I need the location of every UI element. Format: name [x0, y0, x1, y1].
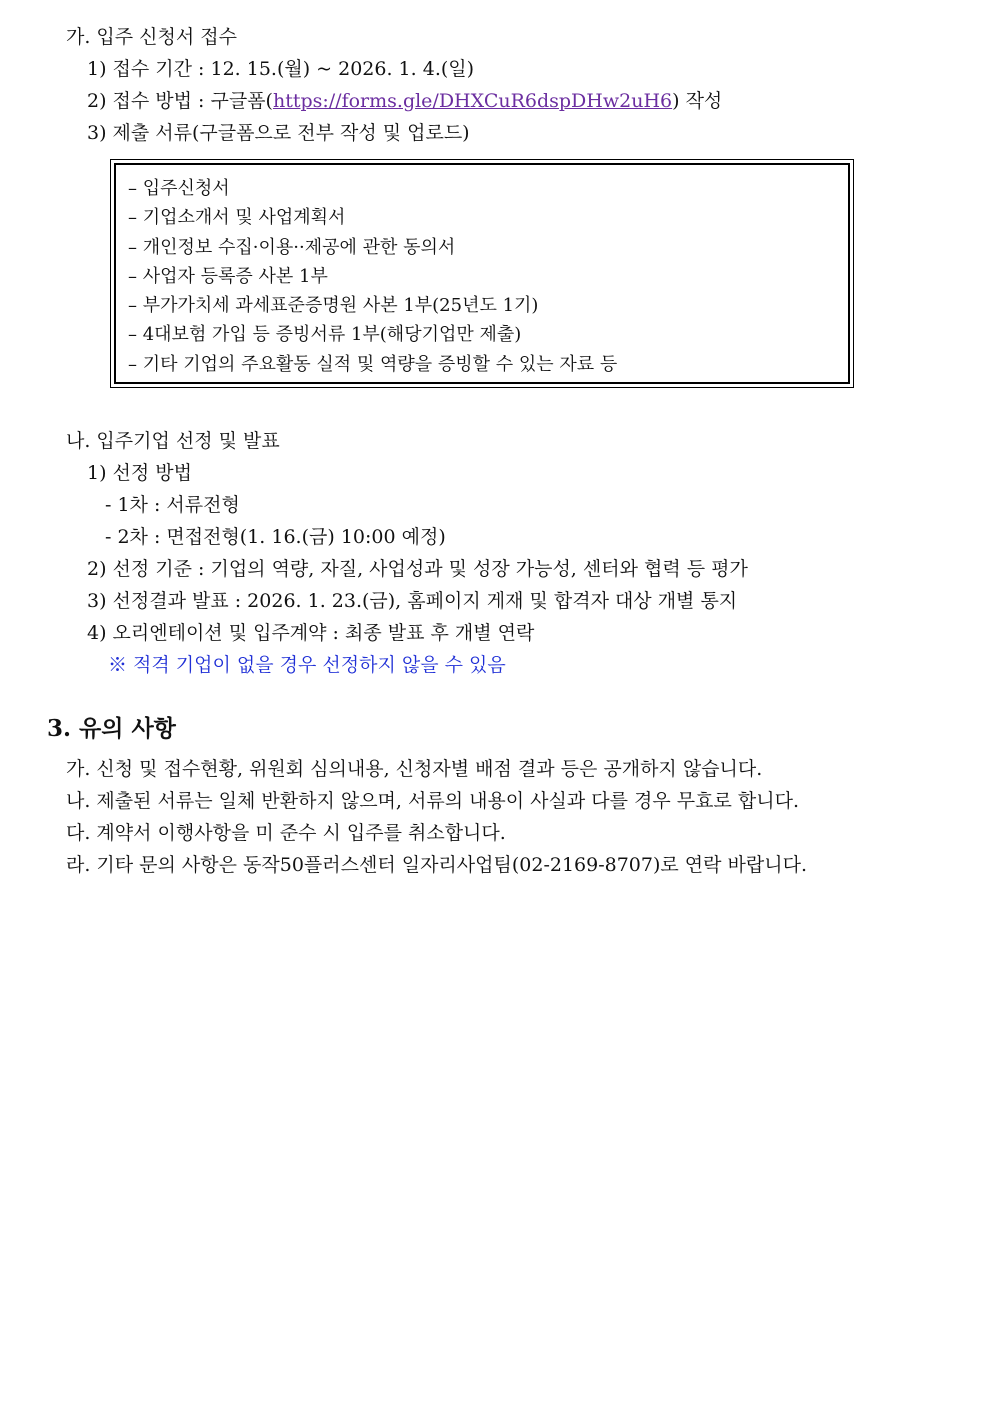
caution-item: 나. 제출된 서류는 일체 반환하지 않으며, 서류의 내용이 사실과 다를 경우 무효로 합니다. — [66, 790, 799, 812]
selection-round-1: - 1차 : 서류전형 — [105, 494, 240, 516]
document-item: – 부가가치세 과세표준증명원 사본 1부(25년도 1기) — [128, 295, 539, 316]
document-item: – 사업자 등록증 사본 1부 — [128, 266, 328, 287]
selection-note: ※ 적격 기업이 없을 경우 선정하지 않을 수 있음 — [108, 654, 506, 676]
google-form-link[interactable]: https://forms.gle/DHXCuR6dspDHw2uH6 — [272, 90, 673, 112]
documents-box-inner — [114, 163, 850, 384]
submission-method — [87, 88, 722, 114]
caution-item: 가. 신청 및 접수현황, 위원회 심의내용, 신청자별 배점 결과 등은 공개하지 않습니다. — [66, 758, 763, 780]
document-item: – 개인정보 수집·이용··제공에 관한 동의서 — [128, 237, 456, 258]
section-ga-title: 가. 입주 신청서 접수 — [66, 26, 237, 48]
result-announcement: 3) 선정결과 발표 : 2026. 1. 23.(금), 홈페이지 게재 및 합격자 대상 개별 통지 — [87, 590, 738, 612]
section-na-title: 나. 입주기업 선정 및 발표 — [66, 430, 280, 452]
selection-method-label: 1) 선정 방법 — [87, 462, 192, 484]
section-3-heading: 3. 유의 사항 — [47, 715, 176, 742]
submission-method-suffix: ) 작성 — [672, 90, 723, 112]
document-item: – 4대보험 가입 등 증빙서류 1부(해당기업만 제출) — [128, 324, 522, 345]
documents-box — [110, 159, 854, 388]
submission-period: 1) 접수 기간 : 12. 15.(월) ~ 2026. 1. 4.(일) — [87, 58, 475, 80]
orientation-contract: 4) 오리엔테이션 및 입주계약 : 최종 발표 후 개별 연락 — [87, 622, 535, 644]
document-item: – 기업소개서 및 사업계획서 — [128, 207, 346, 228]
selection-criteria: 2) 선정 기준 : 기업의 역량, 자질, 사업성과 및 성장 가능성, 센터와 협력 등 평가 — [87, 558, 748, 580]
caution-item: 라. 기타 문의 사항은 동작50플러스센터 일자리사업팀(02-2169-8707)로 연락 바랍니다. — [66, 854, 807, 876]
selection-round-2: - 2차 : 면접전형(1. 16.(금) 10:00 예정) — [105, 526, 446, 548]
document-item: – 입주신청서 — [128, 178, 230, 199]
submission-method-prefix: 2) 접수 방법 : 구글폼( — [87, 90, 273, 112]
document-item: – 기타 기업의 주요활동 실적 및 역량을 증빙할 수 있는 자료 등 — [128, 354, 618, 375]
caution-item: 다. 계약서 이행사항을 미 준수 시 입주를 취소합니다. — [66, 822, 506, 844]
required-documents-label: 3) 제출 서류(구글폼으로 전부 작성 및 업로드) — [87, 122, 470, 144]
